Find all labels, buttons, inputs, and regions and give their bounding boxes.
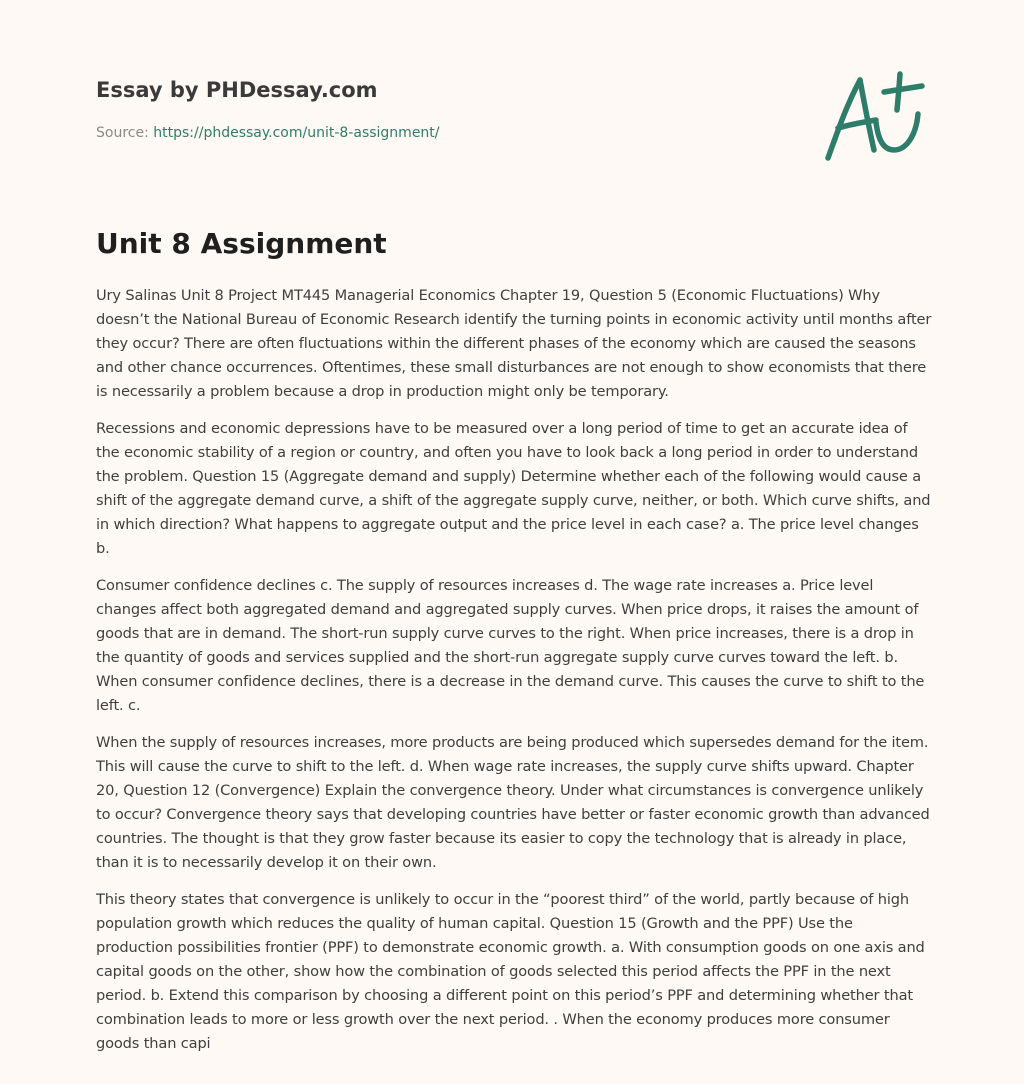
source-label: Source: — [96, 125, 149, 141]
article-body — [96, 284, 934, 1069]
source-line — [96, 123, 796, 143]
paragraph: This theory states that convergence is unlikely to occur in the “poorest third” of the world, partly because of high population growth which reduces the quality of human capital. Question 15 (Growth and the PPF) Use the production possibilities frontier (PPF) to demonstrate economic growth. a. With consumption goods on one axis and capital goods on the other, show how the combination of goods selected this period affects the PPF in the next period. b. Extend this comparison by choosing a different point on this period’s PPF and determining whether that combination leads to more or less growth over the next period. . When the economy produces more consumer goods than capi — [96, 891, 925, 1052]
paragraph: When the supply of resources increases, more products are being produced which supersedes demand for the item. This will cause the curve to shift to the left. d. When wage rate increases, the supply curve shifts upward. Chapter 20, Question 12 (Convergence) Explain the convergence theory. Under what circumstances is convergence unlikely to occur? Convergence theory says that developing countries have better or faster economic growth than advanced countries. The thought is that they grow faster because its easier to copy the technology that is already in place, than it is to necessarily develop it on their own. — [96, 734, 930, 871]
page-header — [96, 72, 796, 143]
site-title: Essay by PHDessay.com — [96, 78, 378, 102]
paragraph: Ury Salinas Unit 8 Project MT445 Managerial Economics Chapter 19, Question 5 (Economic Fluctuations) Why doesn’t the National Bureau of Economic Research identify the turning points in economic activity until months after they occur? There are often fluctuations within the different phases of the economy which are caused the seasons and other chance occurrences. Oftentimes, these small disturbances are not enough to show economists that there is necessarily a problem because a drop in production might only be temporary. — [96, 287, 932, 400]
article-title: Unit 8 Assignment — [96, 227, 387, 260]
paragraph: Recessions and economic depressions have to be measured over a long period of time to get an accurate idea of the economic stability of a region or country, and often you have to look back a long period in order to understand the problem. Question 15 (Aggregate demand and supply) Determine whether each of the following would cause a shift of the aggregate demand curve, a shift of the aggregate supply curve, neither, or both. Which curve shifts, and in which direction? What happens to aggregate output and the price level in each case? a. The price level changes b. — [96, 420, 931, 557]
source-link[interactable]: https://phdessay.com/unit-8-assignment/ — [153, 125, 440, 141]
paragraph: Consumer confidence declines c. The supply of resources increases d. The wage rate increases a. Price level changes affect both aggregated demand and aggregated supply curves. When price drops, it raises the amount of goods that are in demand. The short-run supply curve curves to the right. When price increases, there is a drop in the quantity of goods and services supplied and the short-run aggregate supply curve curves toward the left. b. When consumer confidence declines, there is a decrease in the demand curve. This causes the curve to shift to the left. c. — [96, 577, 925, 714]
a-plus-logo-icon — [818, 66, 930, 166]
